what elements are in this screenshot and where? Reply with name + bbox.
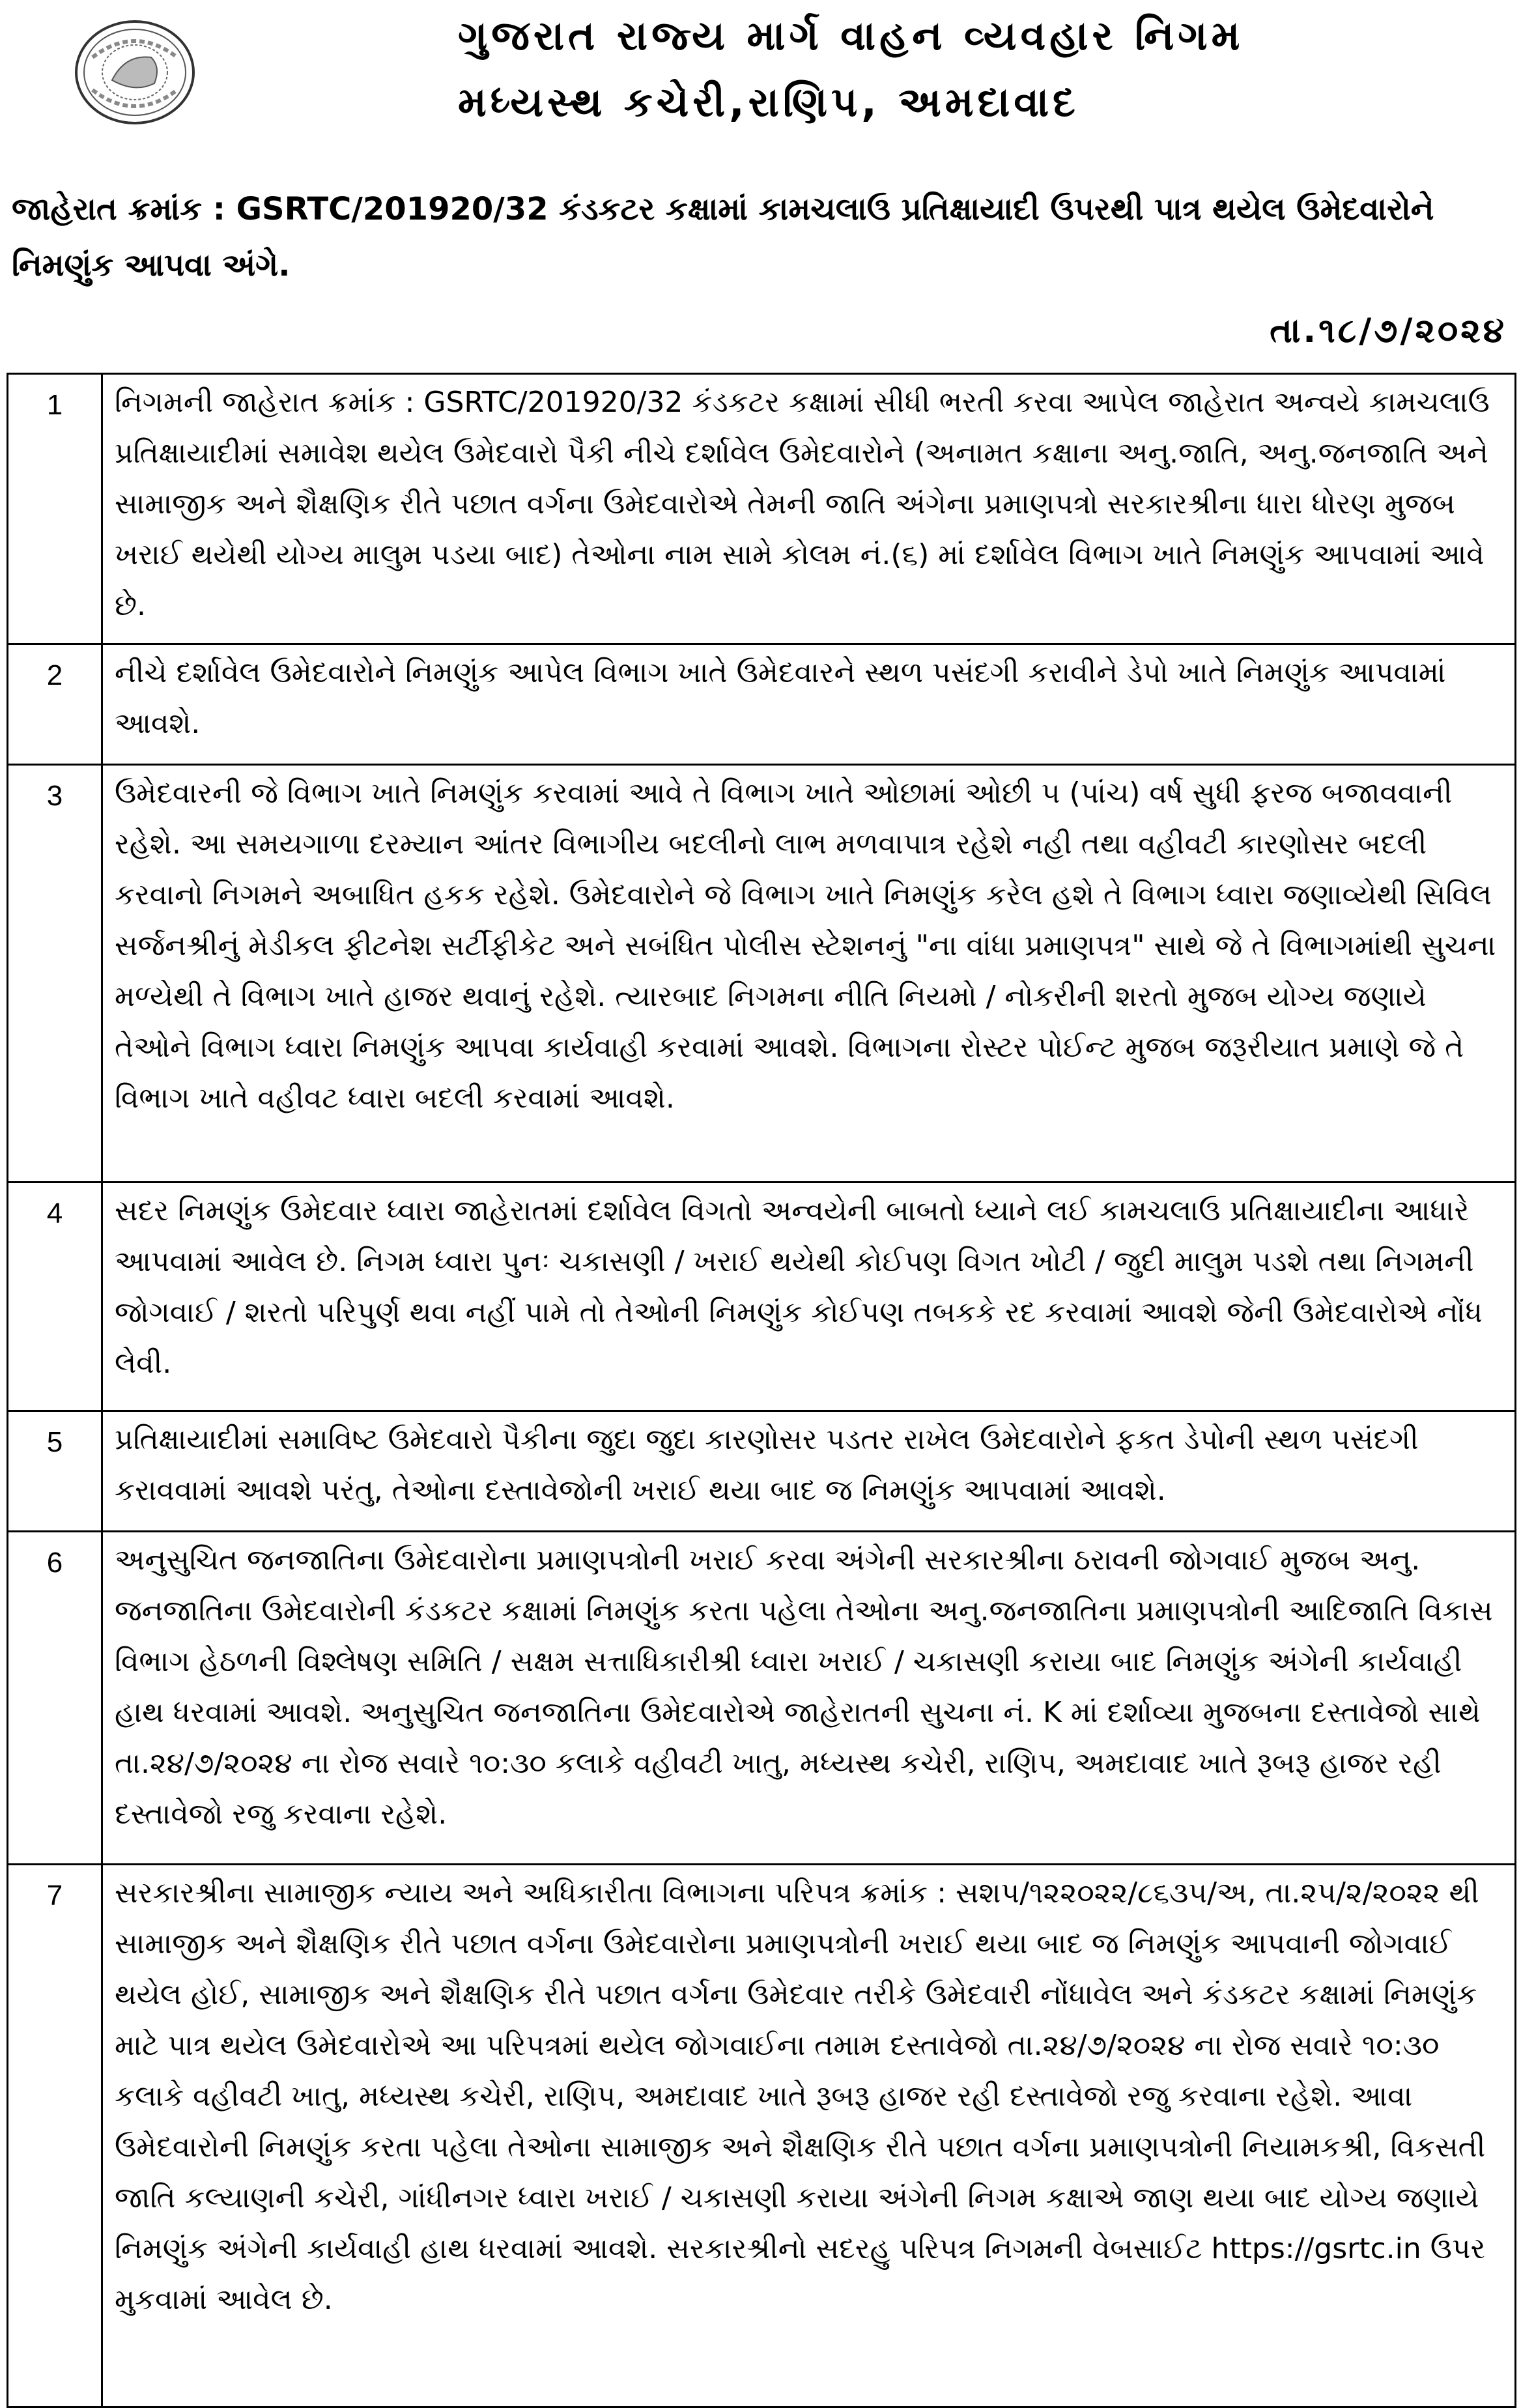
point-text: સદર નિમણુંક ઉમેદવાર ધ્વારા જાહેરાતમાં દર્શાવેલ વિગતો અન્વયેની બાબતો ધ્યાને લઈ કામચલાઉ પ્રતિક્ષાયાદીના આધારે આપવામાં આવેલ છે. નિગમ ધ્વારા પુનઃ ચકાસણી / ખરાઈ થયેથી કોઈપણ વિગત ખોટી / જુદી માલુમ પડશે તથા નિગમની જોગવાઈ / શરતો પરિપુર્ણ થવા નહીં પામે તો તેઓની નિમણુંક કોઈપણ તબકકે રદ કરવામાં આવશે જેની ઉમેદવારોએ નોંધ લેવી. [102,1182,1516,1411]
table-row [8,644,1516,765]
point-text: અનુસુચિત જનજાતિના ઉમેદવારોના પ્રમાણપત્રોની ખરાઈ કરવા અંગેની સરકારશ્રીના ઠરાવની જોગવાઈ મુજબ અનુ. જનજાતિના ઉમેદવારોની કંડકટર કક્ષામાં નિમણુંક કરતા પહેલા તેઓના અનુ.જનજાતિના પ્રમાણપત્રોની આદિજાતિ વિકાસ વિભાગ હેઠળની વિશ્લેષણ સમિતિ / સક્ષમ સત્તાધિકારીશ્રી ધ્વારા ખરાઈ / ચકાસણી કરાયા બાદ નિમણુંક અંગેની કાર્યવાહી હાથ ધરવામાં આવશે. અનુસુચિત જનજાતિના ઉમેદવારોએ જાહેરાતની સુચના નં. K માં દર્શાવ્યા મુજબના દસ્તાવેજો સાથે તા.૨૪/૭/૨૦૨૪ ના રોજ સવારે ૧૦:૩૦ કલાકે વહીવટી ખાતુ, મધ્યસ્થ કચેરી, રાણિપ, અમદાવાદ ખાતે રૂબરૂ હાજર રહી દસ્તાવેજો રજુ કરવાના રહેશે. [102,1532,1516,1865]
point-text: પ્રતિક્ષાયાદીમાં સમાવિષ્ટ ઉમેદવારો પૈકીના જુદા જુદા કારણોસર પડતર રાખેલ ઉમેદવારોને ફકત ડેપોની સ્થળ પસંદગી કરાવવામાં આવશે પરંતુ, તેઓના દસ્તાવેજોની ખરાઈ થયા બાદ જ નિમણુંક આપવામાં આવશે. [102,1411,1516,1532]
point-text: સરકારશ્રીના સામાજીક ન્યાય અને અધિકારીતા વિભાગના પરિપત્ર ક્રમાંક : સશપ/૧૨૨૦૨૨/૮૬૩૫/અ, તા.૨૫/૨/૨૦૨૨ થી સામાજીક અને શૈક્ષણિક રીતે પછાત વર્ગના ઉમેદવારોના પ્રમાણપત્રોની ખરાઈ થયા બાદ જ નિમણુંક આપવાની જોગવાઈ થયેલ હોઈ, સામાજીક અને શૈક્ષણિક રીતે પછાત વર્ગના ઉમેદવાર તરીકે ઉમેદવારી નોંધાવેલ અને કંડકટર કક્ષામાં નિમણુંક માટે પાત્ર થયેલ ઉમેદવારોએ આ પરિપત્રમાં થયેલ જોગવાઈના તમામ દસ્તાવેજો તા.૨૪/૭/૨૦૨૪ ના રોજ સવારે ૧૦:૩૦ કલાકે વહીવટી ખાતુ, મધ્યસ્થ કચેરી, રાણિપ, અમદાવાદ ખાતે રૂબરૂ હાજર રહી દસ્તાવેજો રજુ કરવાના રહેશે. આવા ઉમેદવારોની નિમણુંક કરતા પહેલા તેઓના સામાજીક અને શૈક્ષણિક રીતે પછાત વર્ગના પ્રમાણપત્રોની નિયામકશ્રી, વિકસતી જાતિ કલ્યાણની કચેરી, ગાંધીનગર ધ્વારા ખરાઈ / ચકાસણી કરાયા અંગેની નિગમ કક્ષાએ જાણ થયા બાદ યોગ્ય જણાયે નિમણુંક અંગેની કાર્યવાહી હાથ ધરવામાં આવશે. સરકારશ્રીનો સદરહુ પરિપત્ર નિગમની વેબસાઈટ https://gsrtc.in ઉપર મુકવામાં આવેલ છે. [102,1865,1516,2407]
point-number: 4 [8,1182,102,1411]
table-row [8,765,1516,1182]
table-row [8,1411,1516,1532]
point-text: નીચે દર્શાવેલ ઉમેદવારોને નિમણુંક આપેલ વિભાગ ખાતે ઉમેદવારને સ્થળ પસંદગી કરાવીને ડેપો ખાતે નિમણુંક આપવામાં આવશે. [102,644,1516,765]
table-row [8,1865,1516,2407]
point-number: 7 [8,1865,102,2407]
notice-date: તા.૧૮/૭/૨૦૨૪ [1270,311,1507,351]
table-row [8,1532,1516,1865]
point-number: 3 [8,765,102,1182]
table-row [8,1182,1516,1411]
logo-seal-graphic [73,18,197,126]
point-number: 5 [8,1411,102,1532]
gsrtc-logo-seal [73,18,197,126]
points-table [7,373,1516,2408]
point-text: નિગમની જાહેરાત ક્રમાંક : GSRTC/201920/32 કંડકટર કક્ષામાં સીધી ભરતી કરવા આપેલ જાહેરાત અન્વયે કામચલાઉ પ્રતિક્ષાયાદીમાં સમાવેશ થયેલ ઉમેદવારો પૈકી નીચે દર્શાવેલ ઉમેદવારોને (અનામત કક્ષાના અનુ.જાતિ, અનુ.જનજાતિ અને સામાજીક અને શૈક્ષણિક રીતે પછાત વર્ગના ઉમેદવારોએ તેમની જાતિ અંગેના પ્રમાણપત્રો સરકારશ્રીના ધારા ધોરણ મુજબ ખરાઈ થયેથી યોગ્ય માલુમ પડયા બાદ) તેઓના નામ સામે કોલમ નં.(૬) માં દર્શાવેલ વિભાગ ખાતે નિમણુંક આપવામાં આવે છે. [102,374,1516,644]
point-text: ઉમેદવારની જે વિભાગ ખાતે નિમણુંક કરવામાં આવે તે વિભાગ ખાતે ઓછામાં ઓછી ૫ (પાંચ) વર્ષ સુધી ફરજ બજાવવાની રહેશે. આ સમયગાળા દરમ્યાન આંતર વિભાગીય બદલીનો લાભ મળવાપાત્ર રહેશે નહી તથા વહીવટી કારણોસર બદલી કરવાનો નિગમને અબાધિત હકક રહેશે. ઉમેદવારોને જે વિભાગ ખાતે નિમણુંક કરેલ હશે તે વિભાગ ધ્વારા જણાવ્યેથી સિવિલ સર્જનશ્રીનું મેડીકલ ફીટનેશ સર્ટીફીકેટ અને સબંધિત પોલીસ સ્ટેશનનું "ના વાંધા પ્રમાણપત્ર" સાથે જે તે વિભાગમાંથી સુચના મળ્યેથી તે વિભાગ ખાતે હાજર થવાનું રહેશે. ત્યારબાદ નિગમના નીતિ નિયમો / નોકરીની શરતો મુજબ યોગ્ય જણાયે તેઓને વિભાગ ધ્વારા નિમણુંક આપવા કાર્યવાહી કરવામાં આવશે. વિભાગના રોસ્ટર પોઈન્ટ મુજબ જરૂરીયાત પ્રમાણે જે તે વિભાગ ખાતે વહીવટ ધ્વારા બદલી કરવામાં આવશે. [102,765,1516,1182]
organization-name: ગુજરાત રાજ્ય માર્ગ વાહન વ્યવહાર નિગમ [458,12,1244,59]
office-address: મધ્યસ્થ કચેરી,રાણિપ, અમદાવાદ [458,78,1079,126]
point-number: 1 [8,374,102,644]
notice-subject: જાહેરાત ક્રમાંક : GSRTC/201920/32 કંડકટર કક્ષામાં કામચલાઉ પ્રતિક્ષાયાદી ઉપરથી પાત્ર થયેલ ઉમેદવારોને નિમણુંક આપવા અંગે. [12,191,1434,283]
table-row [8,374,1516,644]
point-number: 2 [8,644,102,765]
point-number: 6 [8,1532,102,1865]
